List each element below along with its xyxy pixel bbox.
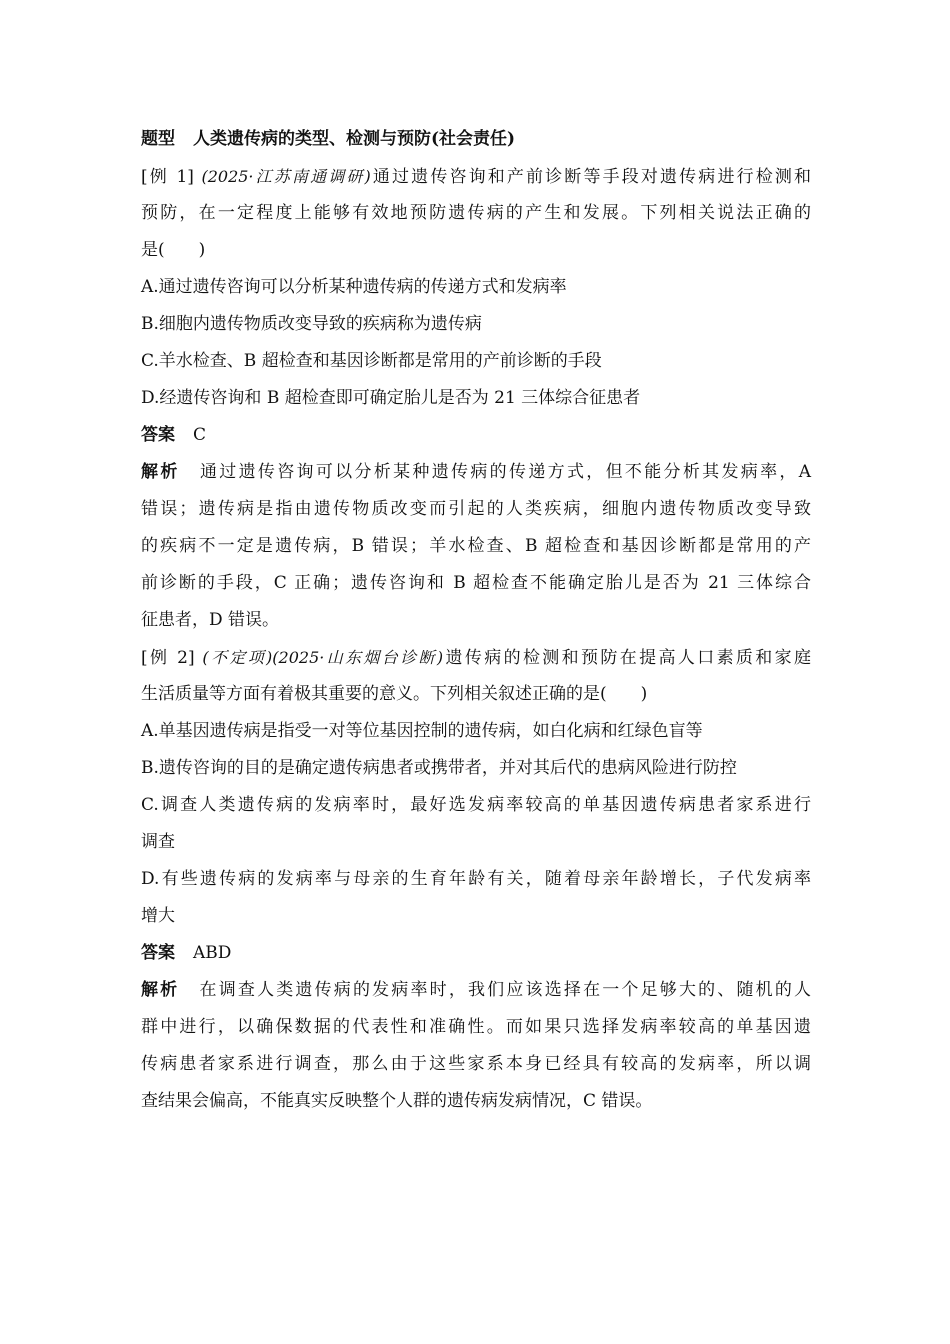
example1-source: (2025·江苏南通调研): [201, 167, 371, 186]
example2-option-b: B.遗传咨询的目的是确定遗传病患者或携带者，并对其后代的患病风险进行防控: [141, 758, 737, 778]
section-heading: [141, 121, 811, 158]
example2-analysis-line-2: 群中进行，以确保数据的代表性和准确性。而如果只选择发病率较高的单基因遗: [141, 1017, 811, 1037]
example1-answer-value: C: [193, 425, 207, 445]
example2-stem-line-2: 生活质量等方面有着极其重要的意义。下列相关叙述正确的是( ): [141, 684, 648, 704]
example2-option-d: D.有些遗传病的发病率与母亲的生育年龄有关，随着母亲年龄增长，子代发病率: [141, 869, 811, 889]
example2-tag: [例 2]: [141, 648, 195, 668]
example2-analysis-text: 在调查人类遗传病的发病率时，我们应该选择在一个足够大的、随机的人: [197, 980, 812, 1000]
example1-stem-text: 通过遗传咨询和产前诊断等手段对遗传病进行检测和: [370, 167, 812, 187]
example2-answer-label: 答案: [141, 943, 175, 963]
example1-analysis-line-1: [141, 454, 811, 491]
example1-analysis-line-5: 征患者，D 错误。: [141, 610, 280, 630]
example2-analysis-line-4: 查结果会偏高，不能真实反映整个人群的遗传病发病情况，C 错误。: [141, 1091, 653, 1111]
example1-analysis-line-3: 的疾病不一定是遗传病，B 错误；羊水检查、B 超检查和基因诊断都是常用的产: [141, 536, 811, 556]
example2-answer: [141, 935, 811, 972]
example2-analysis-label: 解析: [141, 980, 180, 1000]
example2-analysis-line-1: [141, 972, 811, 1009]
example2-stem-text: 遗传病的检测和预防在提高人口素质和家庭: [443, 648, 812, 668]
example1-analysis-line-2: 错误；遗传病是指由遗传物质改变而引起的人类疾病，细胞内遗传物质改变导致: [141, 499, 811, 519]
example2-analysis-line-3: 传病患者家系进行调查，那么由于这些家系本身已经具有较高的发病率，所以调: [141, 1054, 811, 1074]
example1-analysis-label: 解析: [141, 462, 180, 482]
example1-answer: [141, 417, 811, 454]
example1-option-b: B.细胞内遗传物质改变导致的疾病称为遗传病: [141, 314, 482, 334]
example2-stem-line-1: [141, 639, 811, 676]
example2-source: (不定项)(2025·山东烟台诊断): [202, 648, 444, 667]
example1-stem-line-1: [141, 158, 811, 195]
example1-option-c: C.羊水检查、B 超检查和基因诊断都是常用的产前诊断的手段: [141, 351, 602, 371]
example1-option-a: A.通过遗传咨询可以分析某种遗传病的传递方式和发病率: [141, 277, 567, 297]
example2-option-c: C.调查人类遗传病的发病率时，最好选发病率较高的单基因遗传病患者家系进行: [141, 795, 811, 815]
example2-option-a: A.单基因遗传病是指受一对等位基因控制的遗传病，如白化病和红绿色盲等: [141, 721, 703, 741]
example1-answer-label: 答案: [141, 425, 175, 445]
document-page: [141, 121, 811, 1120]
example1-analysis-line-4: 前诊断的手段，C 正确；遗传咨询和 B 超检查不能确定胎儿是否为 21 三体综合: [141, 573, 811, 593]
example1-stem-line-3: 是( ): [141, 240, 206, 260]
section-label: 题型: [141, 129, 175, 149]
example2-option-d-cont: 增大: [141, 906, 175, 926]
example1-stem-line-2: 预防，在一定程度上能够有效地预防遗传病的产生和发展。下列相关说法正确的: [141, 203, 811, 223]
example1-analysis-text: 通过遗传咨询可以分析某种遗传病的传递方式，但不能分析其发病率，A: [197, 462, 812, 482]
section-title: 人类遗传病的类型、检测与预防(社会责任): [193, 129, 516, 149]
example2-answer-value: ABD: [193, 943, 232, 963]
example1-tag: [例 1]: [141, 167, 194, 187]
example1-option-d: D.经遗传咨询和 B 超检查即可确定胎儿是否为 21 三体综合征患者: [141, 388, 641, 408]
example2-option-c-cont: 调查: [141, 832, 175, 852]
